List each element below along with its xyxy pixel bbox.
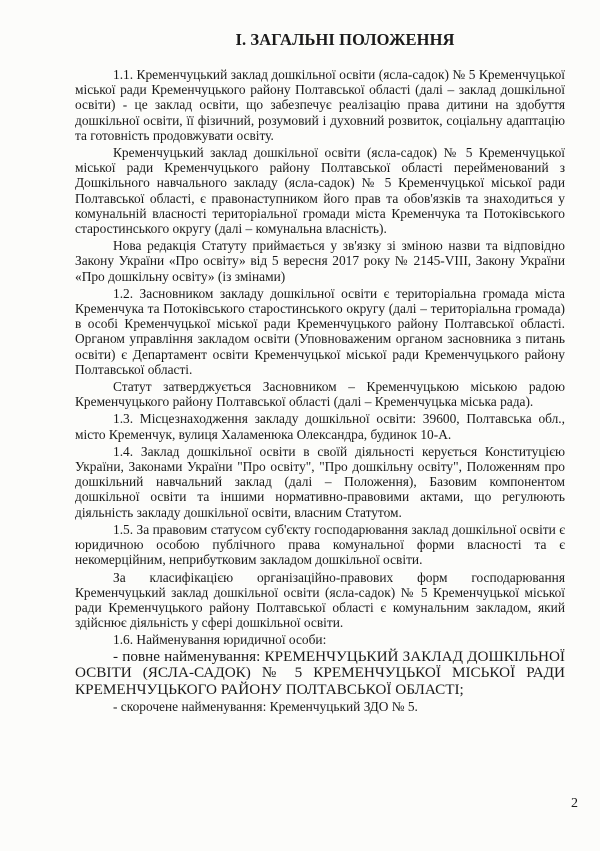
paragraph-1-4: 1.4. Заклад дошкільної освіти в своїй діяльності керується Конституцією України, Законами України "Про освіту", "Про дошкільну освіту", Положенням про дошкільний навчальний заклад (далі – Положення), Базовим компонентом дошкільної освіти та іншими нормативно-правовими актами, що регулюють діяльність закладу дошкільної освіти, власним Статутом. bbox=[75, 443, 565, 520]
full-name-item: - повне найменування: КРЕМЕНЧУЦЬКИЙ ЗАКЛАД ДОШКІЛЬНОЇ ОСВІТИ (ЯСЛА-САДОК) № 5 КРЕМЕНЧУЦЬКОЇ МІСЬКОЇ РАДИ КРЕМЕНЧУЦЬКОГО РАЙОНУ ПОЛТАВСЬКОЇ ОБЛАСТІ; bbox=[75, 647, 565, 698]
paragraph-classification: За класифікацією організаційно-правових форм господарювання Кременчуцький заклад дошкільної освіти (ясла-садок) № 5 Кременчуцької міської ради Кременчуцького району Полтавської області є комунальним закладом, який здійснює діяльність у сфері дошкільної освіти. bbox=[75, 569, 565, 631]
paragraph-1-6: 1.6. Найменування юридичної особи: bbox=[113, 632, 327, 648]
document-body bbox=[75, 67, 565, 716]
paragraph-rename: Кременчуцький заклад дошкільної освіти (ясла-садок) № 5 Кременчуцької міської ради Кременчуцького району Полтавської області перейменований з Дошкільного навчального закладу (ясла-садок) № 5 Кременчуцької міської ради Полтавської області, є правонаступником його прав та обов'язків та знаходиться у комунальній власності територіальної громади міста Кременчука та Потоківського старостинського округу (далі – комунальна власність). bbox=[75, 145, 565, 237]
paragraph-new-edition: Нова редакція Статуту приймається у зв'язку зі зміною назви та відповідно Закону України «Про освіту» від 5 вересня 2017 року № 2145-VIII, Закону України «Про дошкільну освіту» (із змінами) bbox=[75, 238, 565, 284]
paragraph-1-2: 1.2. Засновником закладу дошкільної освіти є територіальна громада міста Кременчука та Потоківського старостинського округу (далі – територіальна громада) в особі Кременчуцької міської ради Кременчуцького району Полтавської області. Органом управління закладом освіти (Уповноваженим органом засновника з питань освіти) є Департамент освіти Кременчуцької міської ради Кременчуцького району Полтавської області. bbox=[75, 285, 565, 377]
paragraph-statute-approval: Статут затверджується Засновником – Кременчуцькою міською радою Кременчуцького району Полтавської області (далі – Кременчуцька міська рада). bbox=[75, 379, 565, 410]
paragraph-1-1: 1.1. Кременчуцький заклад дошкільної освіти (ясла-садок) № 5 Кременчуцької міської ради Кременчуцького району Полтавської області (далі – заклад дошкільної освіти) - це заклад освіти, що забезпечує реалізацію права дитини на здобуття дошкільної освіти, її фізичний, розумовий і духовний розвиток, соціальну адаптацію та готовність продовжувати освіту. bbox=[75, 67, 565, 143]
paragraph-1-3: 1.3. Місцезнаходження закладу дошкільної освіти: 39600, Полтавська обл., місто Кременчук, вулиця Халаменюка Олександра, будинок 10-А. bbox=[75, 411, 565, 442]
section-title: I. ЗАГАЛЬНІ ПОЛОЖЕННЯ bbox=[235, 30, 455, 49]
short-name-item: - скорочене найменування: Кременчуцький ЗДО № 5. bbox=[113, 699, 418, 715]
paragraph-1-5: 1.5. За правовим статусом суб'єкту господарювання заклад дошкільної освіти є юридичною особою публічного права комунальної форми власності та є некомерційним, неприбутковим закладом дошкільної освіти. bbox=[75, 521, 565, 568]
page-number: 2 bbox=[571, 796, 578, 811]
